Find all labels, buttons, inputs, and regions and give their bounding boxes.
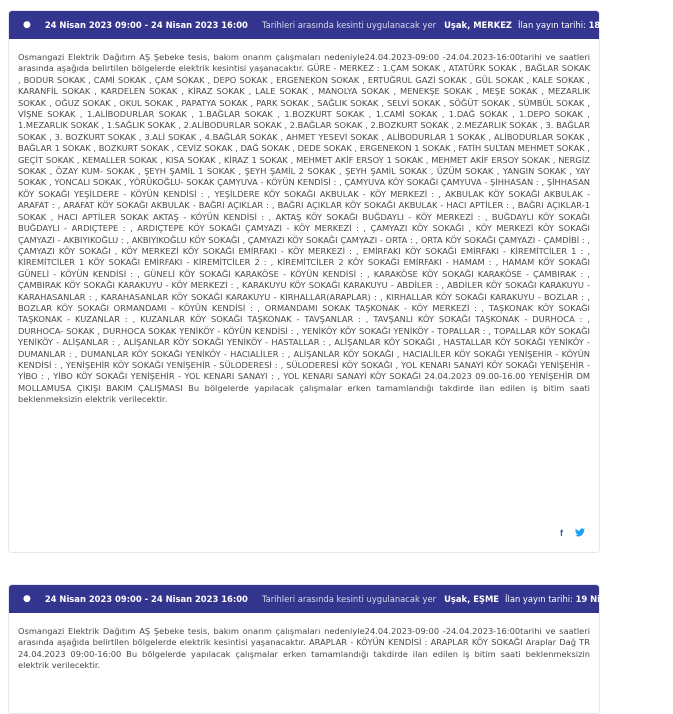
notice-publish-info <box>505 594 643 604</box>
share-buttons <box>560 528 585 540</box>
outage-notice-card <box>8 584 660 714</box>
notice-body: Osmangazi Elektrik Dağıtım AŞ Şebeke tesis, bakım onarım çalışmaları nedeniyle24.04.2023-09:00 -24.04.2023-16:00tarihi ve saatleri arasında aşağıda belirtilen bölgelerde elektrik kesintisi yaşanacaktır. ARAPLAR - KÖYÜN KENDİSİ : ARAPLAR KÖY SOKAĞI Araplar Dağ TR 24.04.2023 09:00-16:00 Bu bölgelerde yapılacak çalışmalar erken tamamlandığı takdirde ilan edilen iş bitim saati beklenmeksizin elektrik verilecektir. <box>18 626 590 671</box>
notice-header[interactable] <box>9 11 673 39</box>
notice-region-label: Tarihleri arasında kesinti uygulanacak yer <box>261 594 437 604</box>
notice-region-label: Tarihleri arasında kesinti uygulanacak yer <box>261 20 437 30</box>
outage-notice-card <box>8 10 673 553</box>
twitter-icon[interactable] <box>575 528 585 540</box>
facebook-icon[interactable]: f <box>560 528 563 538</box>
chevron-down-icon[interactable]: ❯ <box>649 595 660 603</box>
notice-dates: 24 Nisan 2023 09:00 - 24 Nisan 2023 16:00 <box>44 20 248 30</box>
publish-label: İlan yayın tarihi: <box>505 594 573 604</box>
chevron-down-icon[interactable]: ❯ <box>662 21 673 29</box>
notice-body: Osmangazi Elektrik Dağıtım AŞ Şebeke tesis, bakım onarım çalışmaları nedeniyle24.04.2023-09:00 -24.04.2023-16:00tarihi ve saatleri arasında aşağıda belirtilen bölgelerde elektrik kesintisi yaşanacaktır. GÜRE - MERKEZ : 1.ÇAM SOKAK , ATATÜRK SOKAK , BAĞLAR SOKAK , BODUR SOKAK , CAMİ SOKAK , ÇAM SOKAK , DEPO SOKAK , ERGENEKON SOKAK , ERTUĞRUL GAZİ SOKAK , GÜL SOKAK , KALE SOKAK , KARANFİL SOKAK , KARDELEN SOKAK , KİRAZ SOKAK , LALE SOKAK , MANOLYA SOKAK , MENEKŞE SOKAK , MEŞE SOKAK , MEZARLIK SOKAK , OĞUZ SOKAK , OKUL SOKAK , PAPATYA SOKAK , PARK SOKAK , SAĞLIK SOKAK , SELVİ SOKAK , SÖĞÜT SOKAK , SÜMBÜL SOKAK , VİŞNE SOKAK , 1.ALİBODURLAR SOKAK , 1.BAĞLAR SOKAK , 1.BOZKURT SOKAK , 1.CAMİ SOKAK , 1.DAĞ SOKAK , 1.DEPO SOKAK , 1.MEZARLIK SOKAK , 1.SAĞLIK SOKAK , 2.ALİBODURLAR SOKAK , 2.BAĞLAR SOKAK , 2.BOZKURT SOKAK , 2.MEZARLIK SOKAK , 3. BAĞLAR SOKAK , 3. BOZKURT SOKAK , 3.ALİ SOKAK , 4.BAĞLAR SOKAK , AHMET YESEVİ SOKAK , ALİBODURLAR 1 SOKAK , ALİBODURLAR SOKAK , BAĞLAR 1 SOKAK , BOZKURT SOKAK , CEVİZ SOKAK , DAĞ SOKAK , DEDE SOKAK , ERGENEKON 1 SOKAK , FATİH SULTAN MEHMET SOKAK , GEÇİT SOKAK , KEMALLER SOKAK , KISA SOKAK , KİRAZ 1 SOKAK , MEHMET AKİF ERSOY 1 SOKAK , MEHMET AKİF ERSOY SOKAK , NERGİZ SOKAK , ÖZAY KUM- SOKAK , ŞEYH ŞAMİL 1 SOKAK , ŞEYH ŞAMİL 2 SOKAK , ŞEYH ŞAMİL SOKAK , ÜZÜM SOKAK , YANGIN SOKAK , YAY SOKAK , YONCALI SOKAK , YÖRÜKOĞLU- SOKAK ÇAMYUVA - KÖYÜN KENDİSİ : , ÇAMYUVA KÖY SOKAĞI ÇAMYUVA - ŞİHHASAN : , ŞİHHASAN KÖY SOKAĞI YEŞİLDERE - KÖYÜN KENDİSİ : , YEŞİLDERE KÖY SOKAĞI AKBULAK - KÖY MERKEZİ : , AKBULAK KÖY SOKAĞI AKBULAK - ARAFAT : , ARAFAT KÖY SOKAĞI AKBULAK - BAĞRI AÇIKLAR : , BAĞRI AÇIKLAR KÖY SOKAĞI AKBULAK - HACI APTİLER : , BAĞRI AÇIKLAR-1 SOKAK , HACI APTİLER SOKAK AKTAŞ - KÖYÜN KENDİSİ : , AKTAŞ KÖY SOKAĞI BUĞDAYLI - KÖY MERKEZİ : , BUĞDAYLI KÖY SOKAĞI BUĞDAYLI - ARDIÇTEPE : , ARDIÇTEPE KÖY SOKAĞI ÇAMYAZI - KÖY MERKEZİ : , ÇAMYAZI KÖY SOKAĞI , KÖY MERKEZİ KÖY SOKAĞI ÇAMYAZI - AKBIYIKOĞLU : , AKBIYIKOĞLU KÖY SOKAĞI , ÇAMYAZI KÖY SOKAĞI ÇAMYAZI - ORTA : , ORTA KÖY SOKAĞI ÇAMYAZI - ÇAMDİBİ : , ÇAMYAZI KÖY SOKAĞI , KÖY MERKEZİ KÖY SOKAĞI EMİRFAKI - KÖY MERKEZİ : , EMİRFAKI KÖY SOKAĞI EMİRFAKI - KİREMİTCİLER 1 : , KİREMİTCİLER 1 KÖY SOKAĞI EMİRFAKI - KİREMİTCİLER 2 : , KİREMİTCİLER 2 KÖY SOKAĞI EMİRFAKI - HAMAM : , HAMAM KÖY SOKAĞI GÜNELİ - KÖYÜN KENDİSİ : , GÜNELİ KÖY SOKAĞI KARAKÖSE - KÖYÜN KENDİSİ : , KARAKÖSE KÖY SOKAĞI KARAKÖSE - ÇAMBIRAK : , ÇAMBIRAK KÖY SOKAĞI KARAKUYU - KÖY MERKEZİ : , KARAKUYU KÖY SOKAĞI KARAKUYU - ABDİLER : , ABDİLER KÖY SOKAĞI KARAKUYU - KARAHASANLAR : , KARAHASANLAR KÖY SOKAĞI KARAKUYU - KIRHALLAR(ARAPLAR) : , KIRHALLAR KÖY SOKAĞI KARAKUYU - BOZLAR : , BOZLAR KÖY SOKAĞI ORMANDAMI - KÖYÜN KENDİSİ : , ORMANDAMI SOKAK TAŞKONAK - KÖY MERKEZİ : , TAŞKONAK KÖY SOKAĞI TAŞKONAK - KUZANLAR : , KUZANLAR KÖY SOKAĞI TAŞKONAK - TAVŞANLAR : , TAVŞANLI KÖY SOKAĞI TAŞKONAK - DURHOCA : , DURHOCA- SOKAK , DURHOCA SOKAK YENİKÖY - KÖYÜN KENDİSİ : , YENİKÖY KÖY SOKAĞI YENİKÖY - TOPALLAR : , TOPALLAR KÖY SOKAĞI YENİKÖY - ALİŞANLAR : , ALİŞANLAR KÖY SOKAĞI YENİKÖY - HASTALLAR : , ALİŞANLAR KÖY SOKAĞI , HASTALLAR KÖY SOKAĞI YENİKÖY - DUMANLAR : , DUMANLAR KÖY SOKAĞI YENİKÖY - HACIALİLER : , ALİŞANLAR KÖY SOKAĞI , HACIALİLER KÖY SOKAĞI YENİŞEHİR - KÖYÜN KENDİSİ : , YENİŞEHİR KÖY SOKAĞI YENİŞEHİR - SÜLODERESİ : , SÜLODERESİ KÖY SOKAĞI , YOL KENARI SANAYİ KÖY SOKAĞI YENİŞEHİR - YİBO : , YİBO KÖY SOKAĞI YENİŞEHİR - YOL KENARI SANAYI : , YOL KENARI SANAYİ KÖY SOKAĞI 24.04.2023 09.00-16.00 YENİŞEHİR DM MOLLAMUSA ÇIKIŞI BAKIM ÇALIŞMASI Bu bölgelerde yapılacak çalışmalar erken tamamlandığı takdirde ilan edilen iş bitim saati beklenmeksizin elektrik verilecektir. <box>18 52 590 405</box>
publish-date: 19 Nisan 2023 <box>575 594 643 604</box>
notice-header[interactable] <box>9 585 660 613</box>
notice-dates: 24 Nisan 2023 09:00 - 24 Nisan 2023 16:00 <box>44 594 248 604</box>
circle-bullet-icon: ● <box>23 20 31 30</box>
publish-date: 18 Nisan 2023 <box>588 20 656 30</box>
publish-label: İlan yayın tarihi: <box>518 20 586 30</box>
notice-publish-info <box>518 20 656 30</box>
notice-place: Uşak, EŞME <box>444 594 500 604</box>
notice-place: Uşak, MERKEZ <box>444 20 513 30</box>
circle-bullet-icon: ● <box>23 594 31 604</box>
